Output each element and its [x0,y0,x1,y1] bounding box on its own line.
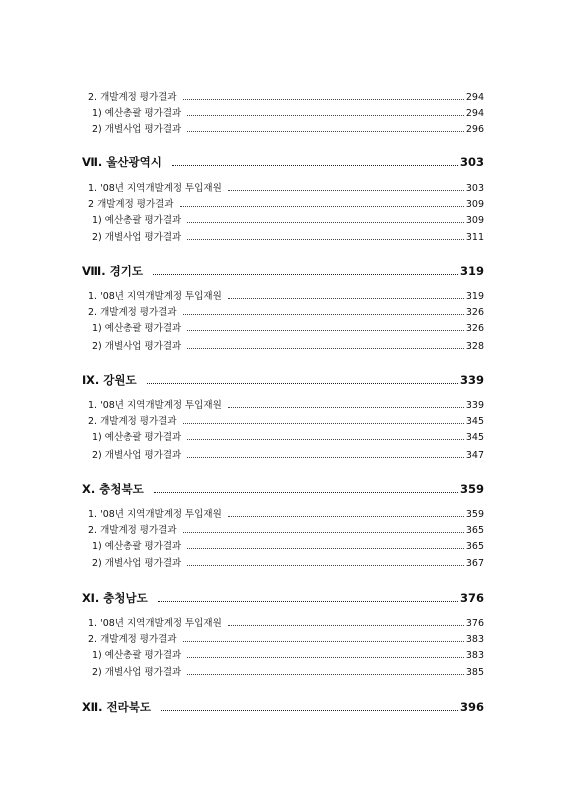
toc-leader-dots [187,457,464,458]
toc-label: 2. 개발계정 평가결과 [88,415,177,427]
toc-label: 2) 개별사업 평가결과 [92,557,182,569]
toc-item-row[interactable] [88,398,484,410]
toc-item-row[interactable] [92,430,484,442]
toc-label: Ⅶ. 울산광역시 [82,154,162,169]
toc-leader-dots [147,383,458,384]
toc-chapter-row[interactable] [82,481,484,495]
toc-leader-dots [172,165,458,166]
toc-page-number: 345 [465,431,484,443]
toc-label: 2. 개발계정 평가결과 [88,91,177,103]
toc-page-number: 319 [459,263,484,278]
toc-page-number: 376 [465,617,484,629]
toc-leader-dots [154,492,458,493]
toc-page-number: 339 [459,372,484,387]
toc-label: Ⅹ. 충청북도 [82,481,144,496]
toc-page-number: 294 [465,91,484,103]
toc-leader-dots [187,439,464,440]
toc-item-row[interactable] [88,523,484,535]
toc-label: 1. '08년 지역개발계정 투입재원 [88,399,222,411]
toc-leader-dots [228,298,464,299]
toc-label: 2. 개발계정 평가결과 [88,524,177,536]
toc-item-row[interactable] [88,305,484,317]
toc-page-number: 303 [465,182,484,194]
toc-chapter-row[interactable] [82,699,484,713]
toc-leader-dots [228,625,464,626]
toc-leader-dots [183,314,464,315]
toc-page-number: 309 [465,214,484,226]
toc-label: 1) 예산총괄 평가결과 [92,322,182,334]
toc-chapter-row[interactable] [82,372,484,386]
toc-leader-dots [187,657,464,658]
toc-leader-dots [228,516,464,517]
toc-page-number: 376 [459,590,484,605]
toc-page-number: 347 [465,449,484,461]
toc-item-row[interactable] [88,616,484,628]
toc-page-number: 311 [465,231,484,243]
toc-label: 1) 예산총괄 평가결과 [92,431,182,443]
toc-leader-dots [187,348,464,349]
toc-page-number: 319 [465,290,484,302]
toc-leader-dots [187,674,464,675]
toc-label: 1. '08년 지역개발계정 투입재원 [88,182,222,194]
toc-page-number: 303 [459,154,484,169]
toc-page-number: 365 [465,524,484,536]
toc-item-row[interactable] [88,181,484,193]
toc-item-row[interactable] [92,448,484,460]
toc-item-row[interactable] [88,414,484,426]
toc-item-row[interactable] [88,632,484,644]
toc-chapter-row[interactable] [82,263,484,277]
toc-page-number: 383 [465,649,484,661]
toc-item-row[interactable] [92,230,484,242]
toc-leader-dots [187,115,464,116]
toc-chapter-row[interactable] [82,590,484,604]
toc-leader-dots [183,641,464,642]
toc-page-number: 385 [465,666,484,678]
toc-leader-dots [161,710,458,711]
toc-label: 2. 개발계정 평가결과 [88,633,177,645]
toc-label: 2. 개발계정 평가결과 [88,306,177,318]
toc-item-row[interactable] [92,556,484,568]
toc-page-number: 383 [465,633,484,645]
toc-page-number: 359 [459,481,484,496]
toc-leader-dots [228,407,464,408]
toc-leader-dots [187,222,464,223]
toc-item-row[interactable] [92,213,484,225]
toc-leader-dots [187,131,464,132]
toc-leader-dots [183,532,464,533]
toc-label: 1) 예산총괄 평가결과 [92,649,182,661]
toc-chapter-row[interactable] [82,154,484,168]
toc-leader-dots [187,239,464,240]
toc-item-row[interactable] [88,289,484,301]
toc-page-number: 367 [465,557,484,569]
toc-page-number: 365 [465,540,484,552]
toc-page-number: 328 [465,340,484,352]
toc-item-row[interactable] [88,197,484,209]
toc-label: Ⅻ. 전라북도 [82,699,151,714]
toc-page-number: 309 [465,198,484,210]
toc-leader-dots [158,601,458,602]
toc-label: Ⅸ. 강원도 [82,372,137,387]
toc-page-number: 396 [459,699,484,714]
toc-label: 1) 예산총괄 평가결과 [92,214,182,226]
toc-leader-dots [187,565,464,566]
toc-label: 1) 예산총괄 평가결과 [92,540,182,552]
toc-item-row[interactable] [92,339,484,351]
toc-page-number: 326 [465,322,484,334]
toc-page-number: 326 [465,306,484,318]
toc-leader-dots [153,274,458,275]
toc-label: 1) 예산총괄 평가결과 [92,107,182,119]
toc-item-row[interactable] [92,648,484,660]
toc-label: Ⅷ. 경기도 [82,263,143,278]
toc-label: 2) 개별사업 평가결과 [92,449,182,461]
toc-item-row[interactable] [88,90,484,102]
toc-page-number: 359 [465,508,484,520]
toc-label: 2) 개별사업 평가결과 [92,340,182,352]
toc-leader-dots [183,423,464,424]
toc-leader-dots [180,206,464,207]
toc-label: Ⅺ. 충청남도 [82,590,148,605]
toc-item-row[interactable] [92,665,484,677]
toc-page-number: 294 [465,107,484,119]
toc-page-number: 296 [465,123,484,135]
toc-label: 2) 개별사업 평가결과 [92,666,182,678]
toc-leader-dots [187,330,464,331]
toc-item-row[interactable] [92,539,484,551]
toc-item-row[interactable] [88,507,484,519]
toc-item-row[interactable] [92,106,484,118]
toc-item-row[interactable] [92,321,484,333]
toc-label: 2) 개별사업 평가결과 [92,231,182,243]
toc-label: 2 개발계정 평가결과 [88,198,174,210]
toc-leader-dots [183,99,464,100]
toc-label: 1. '08년 지역개발계정 투입재원 [88,508,222,520]
toc-leader-dots [187,548,464,549]
toc-item-row[interactable] [92,122,484,134]
toc-page-number: 345 [465,415,484,427]
toc-label: 1. '08년 지역개발계정 투입재원 [88,617,222,629]
toc-page-number: 339 [465,399,484,411]
toc-label: 2) 개별사업 평가결과 [92,123,182,135]
toc-label: 1. '08년 지역개발계정 투입재원 [88,290,222,302]
toc-leader-dots [228,190,464,191]
